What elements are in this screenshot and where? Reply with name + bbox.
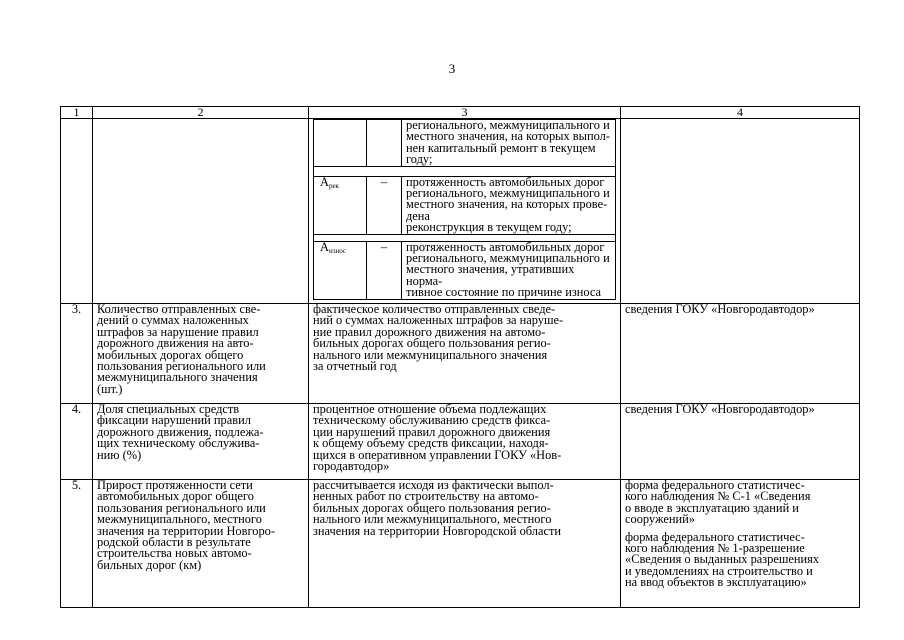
calculation-method-cell: рассчитывается исходя из фактически выпол- ненных работ по строительству на автомо- бильных дорогах общего пользования регио- нального или межмуниципального, местного значения на территории Новгородской области	[309, 480, 621, 608]
formula-legend	[313, 119, 616, 300]
table-row	[61, 480, 860, 608]
calculation-method-cell: процентное отношение объема подлежащих техническому обслуживанию средств фикса- ции нарушений правил дорожного движения к общему объему средств фиксации, находя- щихся в оперативном управлении ГОКУ «Нов- городавтодор»	[309, 404, 621, 480]
continuation-source-cell	[621, 119, 860, 304]
calculation-method-cell: фактическое количество отправленных сведе- ний о суммах наложенных штрафов за наруше- ние правил дорожного движения на автомо- бильных дорогах общего пользования регио- нального или межмуниципального значения за отчетный год	[309, 304, 621, 404]
continuation-num-cell	[61, 119, 93, 304]
page-number: 3	[448, 61, 456, 76]
data-source-cell: сведения ГОКУ «Новгородавтодор»	[621, 404, 860, 480]
row-number: 4.	[61, 404, 93, 480]
source-form-c1: форма федерального статистичес- кого наблюдения № С-1 «Сведения о вводе в эксплуатацию зданий и сооружений»	[625, 478, 811, 527]
capital-repair-legend-text: регионального, межмуниципального и местного значения, на которых выпол- нен капитальный ремонт в текущем году;	[402, 120, 616, 167]
wear-legend-text: протяженность автомобильных дорог регионального, межмуниципального и местного значения, утративших норма- тивное состояние по причине износа	[402, 241, 616, 299]
continuation-name-cell	[93, 119, 309, 304]
column-header-2: 2	[93, 107, 309, 119]
column-header-3: 3	[309, 107, 621, 119]
column-header-1: 1	[61, 107, 93, 119]
continuation-method-cell	[309, 119, 621, 304]
indicator-name-cell: Прирост протяженности сети автомобильных дорог общего пользования регионального или межмуниципального, местного значения на территории Новгоро- родской области в результате строительства новых автомо- бильных дорог (км)	[93, 480, 309, 608]
reconstruction-legend: $А_{рек}$ – протяженность автомобильных дорог регионального, межмуниципального и местного значения, на которых прове- дена реконструкция в текущем году;	[314, 176, 616, 234]
source-form-1-permit: форма федерального статистичес- кого наблюдения № 1-разрешение «Сведения о выданных разрешениях и уведомлениях на строительство и на ввод объектов в эксплуатацию»	[625, 529, 820, 590]
indicator-name-cell: Количество отправленных све- дений о суммах наложенных штрафов за нарушение правил дорожного движения на авто- мобильных дорогах общего пользования регионального или межмуниципального значения (шт.)	[93, 304, 309, 404]
wear-symbol: $А_{износ}$	[314, 241, 367, 299]
row-number: 3.	[61, 304, 93, 404]
table-row	[61, 404, 860, 480]
column-header-4: 4	[621, 107, 860, 119]
indicators-table	[60, 106, 860, 608]
table-header-row	[61, 107, 860, 119]
continuation-row	[61, 119, 860, 304]
data-source-cell: сведения ГОКУ «Новгородавтодор»	[621, 304, 860, 404]
indicator-name-cell: Доля специальных средств фиксации нарушений правил дорожного движения, подлежа- щих техническому обслужива- нию (%)	[93, 404, 309, 480]
data-source-cell	[621, 480, 860, 608]
row-number: 5.	[61, 480, 93, 608]
reconstruction-legend-text: протяженность автомобильных дорог регионального, межмуниципального и местного значения, на которых прове- дена реконструкция в текущем году;	[402, 176, 616, 234]
wear-legend: $А_{износ}$ – протяженность автомобильных дорог регионального, межмуниципального и местного значения, утративших норма- тивное состояние по причине износа	[314, 241, 616, 299]
reconstruction-symbol: $А_{рек}$	[314, 176, 367, 234]
table-row	[61, 304, 860, 404]
